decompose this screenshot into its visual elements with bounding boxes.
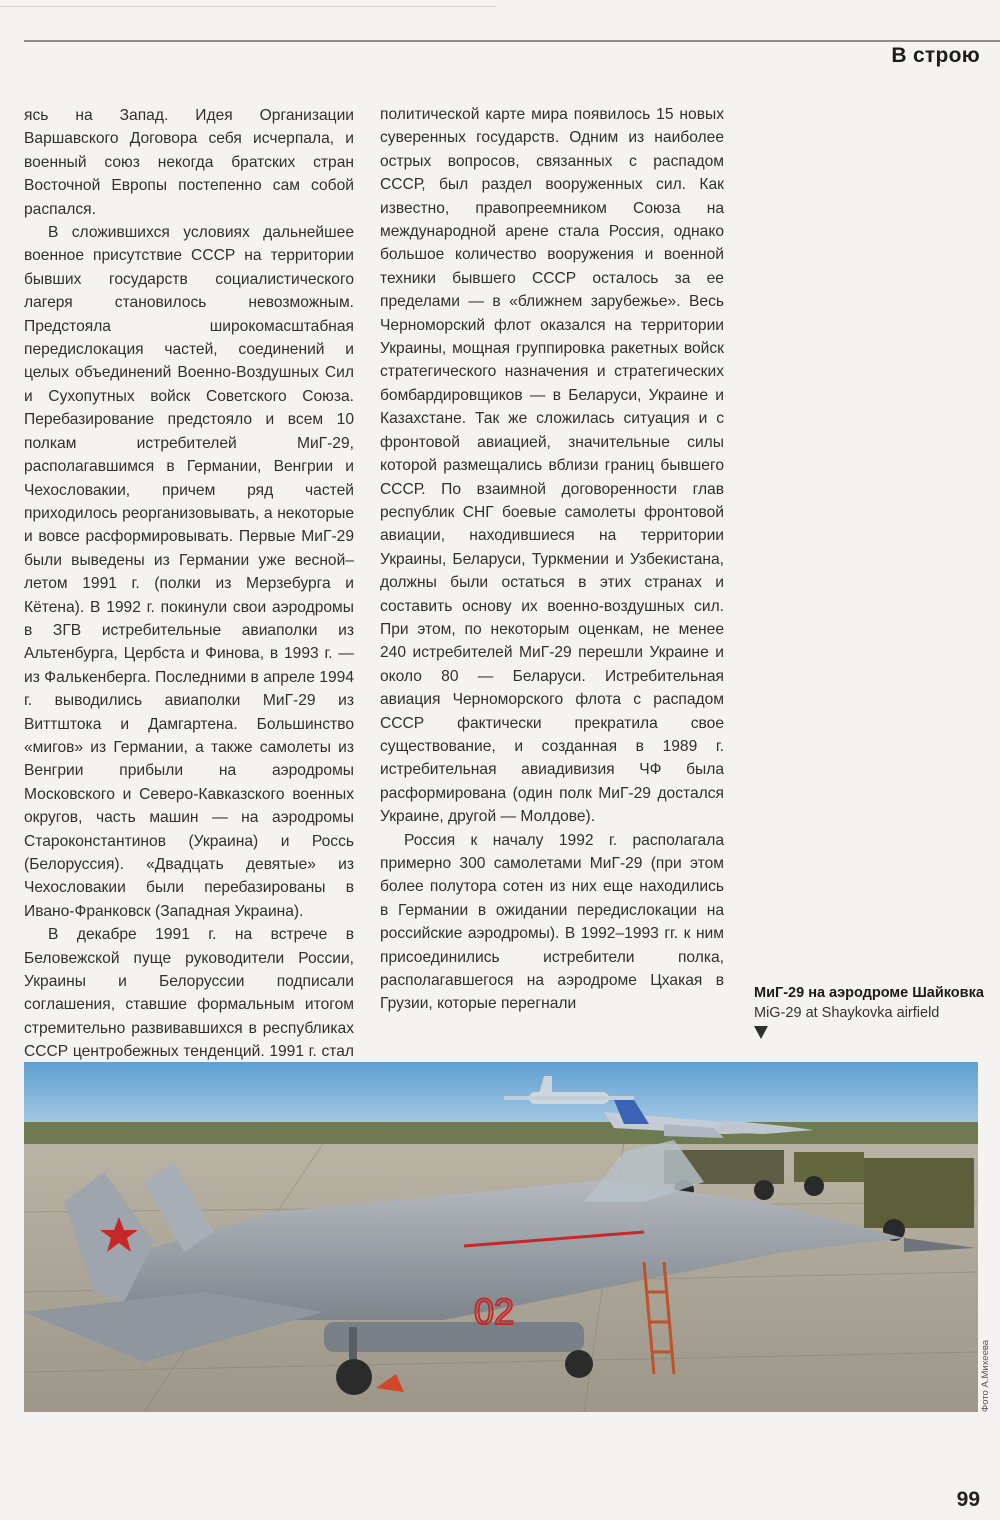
header-rule — [24, 40, 1000, 42]
photo-caption — [754, 983, 994, 1039]
mig29-photo — [24, 1062, 978, 1412]
caption-english: MiG-29 at Shaykovka airfield — [754, 1005, 940, 1021]
left-paragraph-1: ясь на Запад. Идея Организации Варшавского Договора себя исчерпала, и военный союз некогда братских стран Восточной Европы постепенно сам собой распался. — [24, 107, 354, 218]
left-paragraph-3: В декабре 1991 г. на встрече в Беловежской пуще руководители России, Украины и Белоруссии подписали соглашения, ставшие формальным итогом стремительно развивавшихся в республиках СССР центробежных тенденций. 1991 г. стал — [24, 926, 354, 1061]
right-paragraph-1: политической карте мира появилось 15 новых суверенных государств. Одним из наиболее острых вопросов, связанных с распадом СССР, был раздел вооруженных сил. Как известно, правопреемником Союза на международной арене стала Россия, однако большое количество вооружения и военной техники бывшего СССР осталось за ее пределами — в «ближнем зарубежье». Весь Черноморский флот оказался на территории Украины, мощная группировка ракетных войск стратегического назначения и стратегических бомбардировщиков — в Беларуси, Украине и Казахстане. Так же сложилась ситуация и с фронтовой авиацией, значительные силы которой размещались вблизи границ бывшего СССР. По взаимной договоренности глав республик СНГ боевые самолеты фронтовой авиации, находившиеся на территории Украины, Беларуси, Туркмении и Узбекистана, должны были остаться в этих странах и составить основу их военно-воздушных сил. При этом, по некоторым оценкам, не менее 240 истребителей МиГ-29 перешли Украине и около 80 — Беларуси. Истребительная авиация Черноморского флота с распадом СССР фактически прекратила свое существование, и созданная в 1989 г. истребительная авиадивизия ЧФ была расформирована (один полк МиГ-29 достался Украине, другой — Молдове). — [380, 106, 724, 826]
section-title: В строю — [891, 44, 980, 67]
left-paragraph-2: В сложившихся условиях дальнейшее военное присутствие СССР на территории бывших государств социалистического лагеря становилось невозможным. Предстояла широкомасштабная передислокация частей, соединений и целых объединений Военно-Воздушных Сил и Сухопутных войск Советского Союза. Перебазирование предстояло и всем 10 полкам истребителей МиГ-29, располагавшимся в Германии, Венгрии и Чехословакии, причем ряд частей приходилось реорганизовывать, а некоторые и вовсе расформировывать. Первые МиГ-29 были выведены из Германии уже весной–летом 1991 г. (полки из Мерзебурга и Кётена). В 1992 г. покинули свои аэродромы в ЗГВ истребительные авиаполки из Альтенбурга, Цербста и Финова, в 1993 г. — из Фалькенберга. Последними в апреле 1994 г. выводились авиаполки МиГ-29 из Виттштока и Дамгартена. Большинство «мигов» из Германии, а также самолеты из Венгрии прибыли на аэродромы Московского и Северо-Кавказского военных округов, часть машин — на аэродромы Староконстантинов (Украина) и Россь (Белоруссия). «Двадцать девятые» из Чехословакии были перебазированы в Ивано-Франковск (Западная Украина). — [24, 224, 354, 920]
caption-pointer-icon — [754, 1026, 768, 1039]
right-column — [380, 103, 724, 1016]
airfield-illustration — [24, 1062, 978, 1412]
left-column — [24, 104, 354, 1087]
photo-credit: Фото А.Михеева — [980, 1339, 991, 1412]
tail-number: 02 — [474, 1291, 515, 1332]
page-number: 99 — [956, 1488, 980, 1511]
right-paragraph-2: Россия к началу 1992 г. располагала примерно 300 самолетами МиГ-29 (при этом более полутора сотен из них еще находились в Германии в ожидании передислокации на российские аэродромы). В 1992–1993 гг. к ним присоединились истребители полка, располагавшегося на аэродроме Цхакая в Грузии, которые перегнали — [380, 831, 724, 1013]
top-divider — [0, 6, 496, 7]
caption-russian: МиГ-29 на аэродроме Шайковка — [754, 985, 984, 1001]
